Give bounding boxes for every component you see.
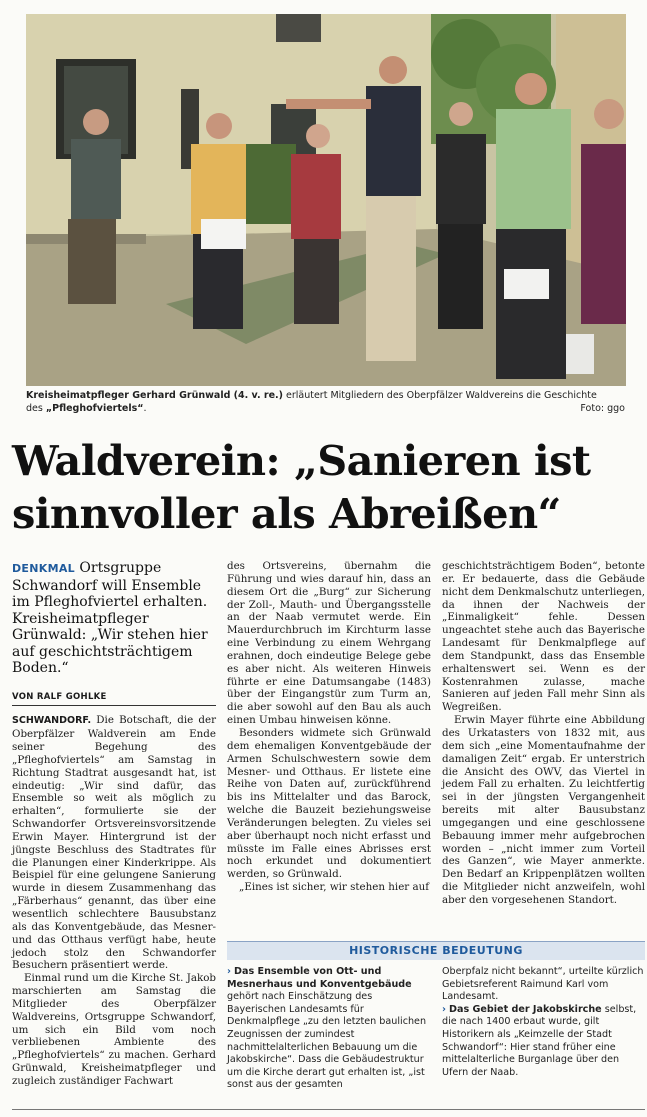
caption-rest-2-pre: des [26,402,46,414]
group-photo-illustration [26,14,626,386]
paragraph: geschichtsträchtigem Boden“, betonte er. Er bedauerte, dass die Gebäude nicht dem Denkmalschutz unterliegen, da ihnen der Nachweis der „Einmaligkeit“ fehle. Dessen ungeachtet stehe auch das Bayerische Landesamt für Denkmalpflege auf dem Standpunkt, dass das Ensemble erhaltenswert sei. Wenn es der Kostenrahmen zulasse, mache Sanieren auf jeden Fall mehr Sinn als Wegreißen. [442,560,645,714]
article-headline [12,434,632,540]
paragraph-text: Die Botschaft, die der Oberpfälzer Waldverein am Ende seiner Begehung des „Pfleghofviertels“ am Samstag in Richtung Stadtrat ausgesandt hat, ist eindeutig: „Wir sind dafür, das Ensemble so weit als möglich zu erhalten“, formulierte sie der Schwandorfer Ortsvereinsvorsitzende Erwin Mayer. Hintergrund ist der jüngste Beschluss des Stadtrates für die Planungen einer Kinderkrippe. Als Beispiel für eine gelungene Sanierung wurde in diesem Zusammenhang das „Färberhaus“ genannt, das über eine wesentlich schlechtere Bausubstanz als das Konventgebäude, das Mesner- und das Otthaus verfügt habe, heute jedoch stolz den Schwandorfer Besuchern präsentiert werde. [12,714,216,972]
info-item-1-text: gehört nach Einschätzung des Bayerischen Landesamts für Denkmalpflege „zu den letzten baulichen Zeugnissen der zumindest nachmittelalterlichen Bebauung um die Jakobskirche“. Dass die Gebäudestruktur um die Kirche derart gut erhalten ist, „ist sonst aus der gesamten [227,991,427,1091]
column-1-text [12,714,216,1087]
photo-caption [26,390,626,415]
paragraph: Einmal rund um die Kirche St. Jakob marschierten am Samstag die Mitglieder des Oberpfälzer Waldvereins, Ortsgruppe Schwandorf, um sich ein Bild vom noch verbliebenen Ambiente des „Pfleghofviertels“ zu machen. Gerhard Grünwald, Kreisheimatpfleger und zugleich zuständiger Fachwart [12,972,216,1087]
bottom-rule [12,1109,645,1110]
article-column-1 [12,560,216,1088]
dateline: SCHWANDORF. [12,715,92,727]
infobox-column-2 [442,966,645,1079]
kicker-tag: DENKMAL [12,562,75,575]
kicker-text: Ortsgruppe Schwandorf will Ensemble im Pfleghofviertel erhalten. Kreisheimatpfleger Grünwald: „Wir stehen hier auf geschichtsträchtigem Boden.“ [12,560,208,676]
caption-rest-2-post: . [143,402,147,414]
caption-rest-2-bold: „Pfleghofviertels“ [45,402,144,414]
headline-line-1: Waldverein: „Sanieren ist [12,436,591,485]
arrow-icon: › [227,966,231,977]
headline-line-2: sinnvoller als Abreißen“ [12,489,561,538]
infobox-column-1 [227,966,430,1092]
article-kicker [12,560,216,677]
article-column-2 [227,560,431,894]
info-item-2-text: selbst, die nach 1400 erbaut wurde, gilt Historikern als „Keimzelle der Stadt Schwandorf“: Hier stand früher eine mittelalterliche Burganlage über den Ufern der Naab. [442,1003,637,1078]
infobox-title: HISTORISCHE BEDEUTUNG [227,941,645,960]
paragraph: des Ortsvereins, übernahm die Führung und wies darauf hin, dass an diesem Ort die „Burg“ zur Sicherung der Zoll-, Mauth- und Übergangsstelle an der Naab vermutet werde. Ein Mauerdurchbruch im Kirchturm lasse eine Verbindung zu einem Wehrgang erahnen, doch eindeutige Belege gebe es aber nicht. Als weiteren Hinweis führte er eine Datumsangabe (1483) über der Eingangstür zum Turm an, die aber sowohl auf den Bau als auch einen Umbau hinweisen könne. [227,560,431,727]
paragraph [12,714,216,972]
info-item-1-bold: Das Ensemble von Ott- und Mesnerhaus und Konventgebäude [227,966,412,990]
paragraph: „Eines ist sicher, wir stehen hier auf [239,881,430,894]
info-item-2-bold: Das Gebiet der Jakobskirche [449,1003,602,1015]
arrow-icon: › [442,1003,446,1015]
caption-lead: Kreisheimatpfleger Gerhard Grünwald (4. v. re.) [26,390,283,401]
paragraph: Besonders widmete sich Grünwald dem ehemaligen Konventgebäude der Armen Schulschwestern sowie dem Mesner- und Otthaus. Er listete eine Reihe von Daten auf, zurückführend bis ins Mittelalter und das Barock, welche die Bauzeit beziehungsweise Veränderungen belegten. Zu vieles sei aber überhaupt noch nicht erfasst und müsste im Falle eines Abrisses erst noch erkundet und dokumentiert werden, so Grünwald. [227,726,431,881]
byline: VON RALF GOHLKE [12,691,216,707]
article-column-3 [442,560,645,907]
info-item-1-cont: Oberpfalz nicht bekannt“, urteilte kürzlich Gebietsreferent Raimund Karl vom Landesamt. [442,966,644,1003]
paragraph: Erwin Mayer führte eine Abbildung des Urkatasters von 1832 mit, aus dem sich „eine Momentaufnahme der damaligen Zeit“ ergab. Er unterstrich die Ansicht des OWV, das Viertel in jedem Fall zu erhalten. Zu leichtfertig sei in der jüngsten Vergangenheit bereits mit alter Bausubstanz umgegangen und eine geschlossene Bebauung immer mehr aufgebrochen worden – „nicht immer zum Vorteil des Ganzen“, wie Mayer anmerkte. Den Bedarf an Krippenplätzen wollten die Mitglieder nicht anzweifeln, wohl aber den vorgesehenen Standort. [442,714,645,906]
caption-rest: erläutert Mitgliedern des Oberpfälzer Waldvereins die Geschichte [282,390,597,401]
photo-credit: Foto: ggo [580,403,625,414]
article-photo [26,14,626,386]
